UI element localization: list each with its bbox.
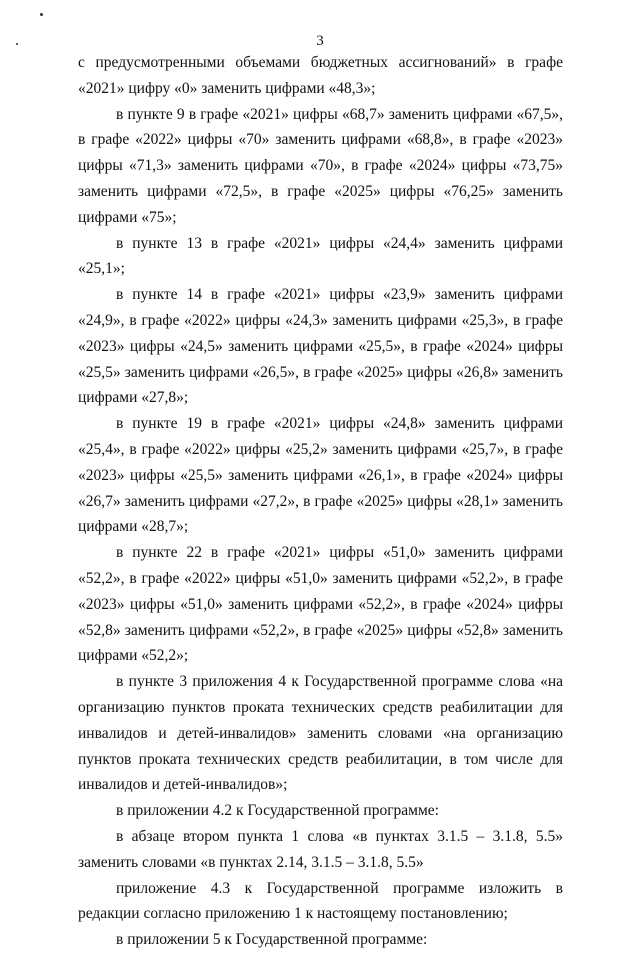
paragraph-appendix-4-2: в приложении 4.2 к Государственной программе: bbox=[116, 802, 439, 820]
paragraph-item-19: в пункте 19 в графе «2021» цифры «24,8» заменить цифрами «25,4», в графе «2022» цифры «25,2» заменить цифрами «25,7», в графе «2023» цифры «25,5» заменить цифрами «26,1», в графе «2024» цифры «26,7» заменить цифрами «27,2», в графе «2025» цифры «28,1» заменить цифрами «28,7»; bbox=[78, 415, 563, 536]
paragraph-appendix-4-3: приложение 4.3 к Государственной программе изложить в редакции согласно приложению 1 к настоящему постановлению; bbox=[78, 879, 563, 923]
document-body bbox=[78, 50, 563, 953]
scan-speck bbox=[40, 13, 43, 16]
page-number: 3 bbox=[316, 33, 324, 49]
paragraph-appendix-4: в пункте 3 приложения 4 к Государственной программе слова «на организацию пунктов проката технических средств реабилитации для инвалидов и детей-инвалидов» заменить словами «на организацию пунктов проката технических средств реабилитации, в том числе для инвалидов и детей-инвалидов»; bbox=[78, 673, 563, 794]
paragraph-item-14: в пункте 14 в графе «2021» цифры «23,9» заменить цифрами «24,9», в графе «2022» цифры «24,3» заменить цифрами «25,3», в графе «2023» цифры «24,5» заменить цифрами «25,5», в графе «2024» цифры «25,5» заменить цифрами «26,5», в графе «2025» цифры «26,8» заменить цифрами «27,8»; bbox=[78, 286, 563, 407]
paragraph-continuation: с предусмотренными объемами бюджетных ассигнований» в графе «2021» цифру «0» заменить цифрами «48,3»; bbox=[78, 54, 563, 97]
paragraph-item-13: в пункте 13 в графе «2021» цифры «24,4» заменить цифрами «25,1»; bbox=[78, 234, 563, 278]
paragraph-appendix-5: в приложении 5 к Государственной программе: bbox=[116, 931, 428, 949]
paragraph-item-9: в пункте 9 в графе «2021» цифры «68,7» заменить цифрами «67,5», в графе «2022» цифры «70» заменить цифрами «68,8», в графе «2023» цифры «71,3» заменить цифрами «70», в графе «2024» цифры «73,75» заменить цифрами «72,5», в графе «2025» цифры «76,25» заменить цифрами «75»; bbox=[78, 105, 563, 226]
paragraph-appendix-4-2-item-1: в абзаце втором пункта 1 слова «в пунктах 3.1.5 – 3.1.8, 5.5» заменить словами «в пунктах 2.14, 3.1.5 – 3.1.8, 5.5» bbox=[78, 827, 563, 871]
paragraph-item-22: в пункте 22 в графе «2021» цифры «51,0» заменить цифрами «52,2», в графе «2022» цифры «51,0» заменить цифрами «52,2», в графе «2023» цифры «51,0» заменить цифрами «52,2», в графе «2024» цифры «52,8» заменить цифрами «52,2», в графе «2025» цифры «52,8» заменить цифрами «52,2»; bbox=[78, 544, 563, 665]
